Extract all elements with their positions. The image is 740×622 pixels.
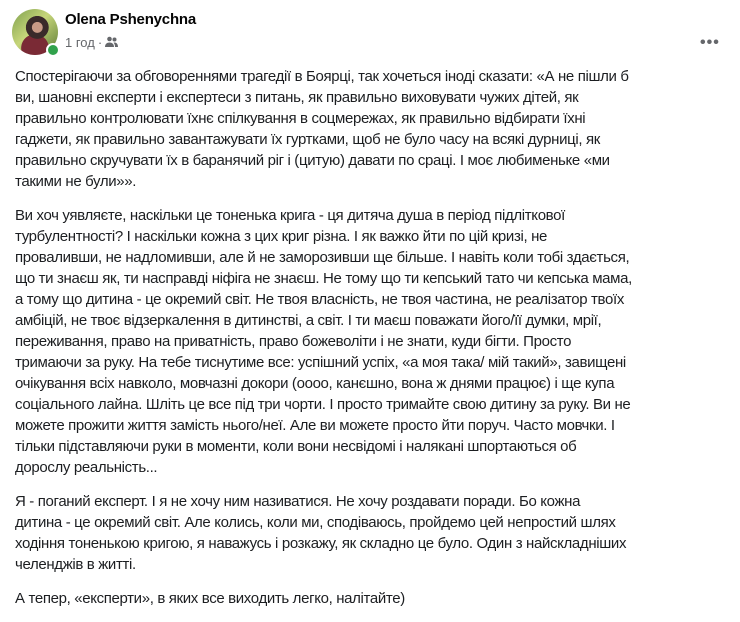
text-line: соціального лайна. Шліть це все під три чорти. І просто тримайте свою дитину за руку. Ви не xyxy=(15,396,631,413)
text-line: турбулентності? І наскільки кожна з цих криг різна. І як важко йти по цій кризі, не xyxy=(15,228,548,245)
text-line: проваливши, не надломивши, але й не заморозивши ще більше. І навіть коли тобі здається, xyxy=(15,249,630,266)
text-line: ходіння тоненькою кригою, я наважусь і розкажу, як складно це було. Один з найскладніших xyxy=(15,535,627,552)
post-paragraph xyxy=(15,66,737,192)
text-line: Ви хоч уявляєте, наскільки це тоненька крига - ця дитяча душа в період підліткової xyxy=(15,207,565,224)
text-line: а тому що дитина - це окремий світ. Не твоя власність, не твоя частина, не реалізатор твоїх xyxy=(15,291,624,308)
friends-icon[interactable] xyxy=(105,35,118,50)
post-meta xyxy=(65,35,118,50)
text-line: що ти знаєш як, ти насправді ніфіга не знаєш. Не тому що ти кепський тато чи кепська мама, xyxy=(15,270,632,287)
text-line: А тепер, «експерти», в яких все виходить легко, налітайте) xyxy=(15,590,405,607)
text-line: ви, шановні експерти і експертеси з питань, як правильно виховувати чужих дітей, як xyxy=(15,89,579,106)
more-options-button[interactable]: ••• xyxy=(700,34,720,51)
post-paragraph xyxy=(15,588,737,609)
text-line: дорослу реальність... xyxy=(15,459,158,476)
meta-separator: · xyxy=(97,35,103,50)
online-status-dot xyxy=(46,43,60,57)
text-line: тримаючи за руку. На тебе тиснутиме все: успішний успіх, «а моя така/ мій такий», завищені xyxy=(15,354,626,371)
text-line: очікування всіх навколо, мовчазні докори (оооо, канєшно, вона ж днями працює) і ще купа xyxy=(15,375,615,392)
text-line: челенджів в житті. xyxy=(15,556,136,573)
text-line: гаджети, як правильно завантажувати їх гуртками, щоб не було часу на всякі дурниці, як xyxy=(15,131,600,148)
post-paragraph xyxy=(15,491,737,575)
text-line: амбіцій, не твоє відзеркалення в дитинстві, а світ. І ти маєш поважати його/її думки, мрії, xyxy=(15,312,602,329)
author-name[interactable]: Olena Pshenychna xyxy=(65,11,197,28)
text-line: правильно скручувати їх в баранячий ріг і (цитую) давати по сраці. І моє любименьке «ми xyxy=(15,152,610,169)
post-text xyxy=(15,66,737,622)
post-time[interactable]: 1 год xyxy=(65,35,95,50)
text-line: дитина - це окремий світ. Але колись, коли ми, сподіваюсь, пройдемо цей непростий шлях xyxy=(15,514,616,531)
text-line: переживання, право на приватність, право божеволіти і не знати, куди бігти. Просто xyxy=(15,333,572,350)
text-line: Спостерігаючи за обговореннями трагедії в Боярці, так хочеться іноді сказати: «А не пішли б xyxy=(15,68,629,85)
text-line: Я - поганий експерт. І я не хочу ним називатися. Не хочу роздавати поради. Бо кожна xyxy=(15,493,581,510)
text-line: правильно контролювати їхнє спілкування в соцмережах, як правильно відбирати їхні xyxy=(15,110,586,127)
text-line: тільки підставляючи руки в моменти, коли вони несвідомі і налякані шпортаються об xyxy=(15,438,577,455)
post-paragraph xyxy=(15,205,737,478)
text-line: такими не були»». xyxy=(15,173,137,190)
text-line: можете прожити життя замість нього/неї. Але ви можете просто йти поруч. Часто мовчки. І xyxy=(15,417,615,434)
